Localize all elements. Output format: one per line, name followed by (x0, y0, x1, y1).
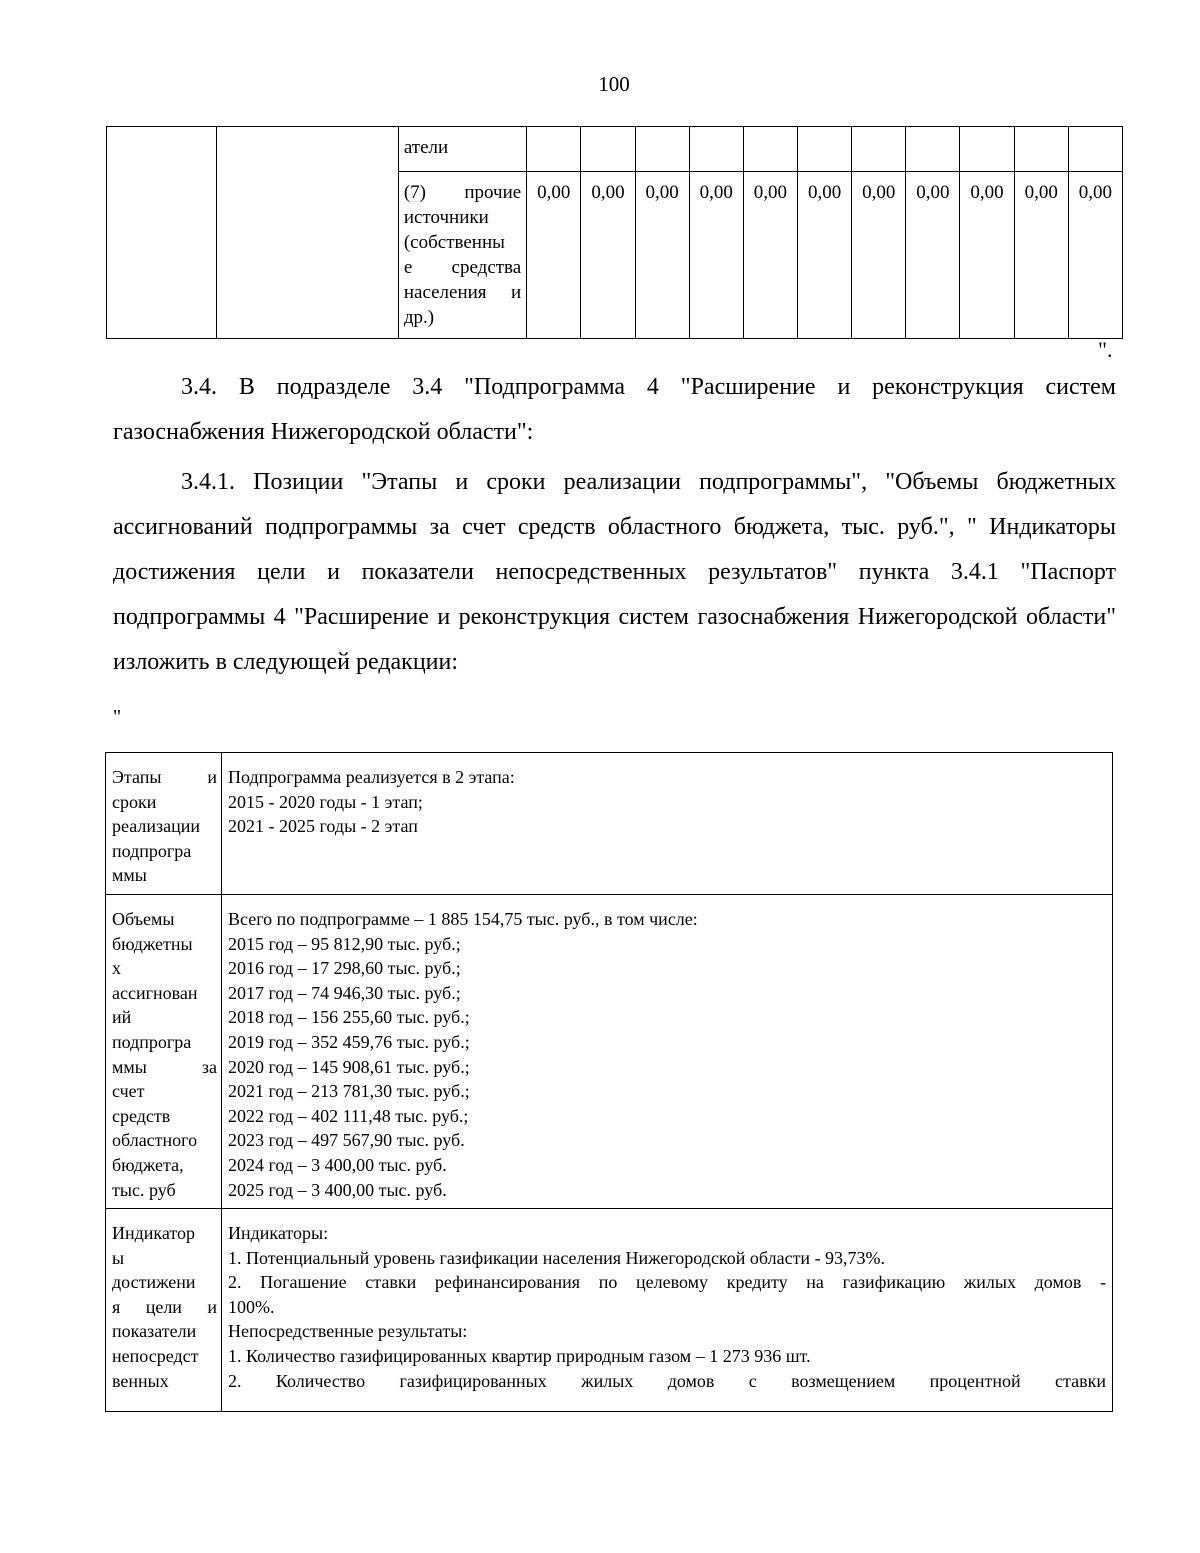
indicators-content-cell (222, 1209, 1113, 1412)
source-label-line: источники (403, 207, 489, 228)
budget-content-cell (222, 894, 1113, 1208)
budget-year-line: 2021 год – 213 781,30 тыс. руб.; (228, 1081, 470, 1102)
results-heading: Непосредственные результаты: (228, 1321, 468, 1342)
table-cell-empty (798, 127, 852, 172)
label-line: средств (112, 1105, 171, 1126)
value-cell: 0,00 (906, 172, 960, 339)
stages-content-cell (222, 753, 1113, 895)
closing-quote: ". (1098, 337, 1113, 362)
paragraph-3-4-1: 3.4.1. Позиции "Этапы и сроки реализации подпрограммы", "Объемы бюджетных ассигнований подпрограммы за счет средств областного бюджета, тыс. руб.", " Индикаторы достижения цели и показатели непосредственных результатов" пункта 3.4.1 "Паспорт подпрограммы 4 "Расширение и реконструкция систем газоснабжения Нижегородской области" изложить в следующей редакции: (113, 469, 1116, 675)
budget-year-line: 2020 год – 145 908,61 тыс. руб.; (228, 1056, 470, 1077)
label-line: Этапы и (112, 767, 217, 787)
indicator-item: 2. Погашение ставки рефинансирования по целевому кредиту на газификацию жилых домов - (228, 1272, 1106, 1293)
table-cell-empty (906, 127, 960, 172)
table-cell-empty (1014, 127, 1068, 172)
indicators-label-cell (106, 1209, 222, 1412)
label-line: Объемы (112, 908, 175, 929)
label-line: подпрогра (112, 840, 192, 861)
budget-year-line: 2018 год – 156 255,60 тыс. руб.; (228, 1007, 470, 1028)
source-label-line: (собственны (403, 232, 505, 253)
opening-quote: " (113, 706, 122, 728)
label-line: ий (112, 1007, 132, 1028)
result-item: 2. Количество газифицированных жилых домов с возмещением процентной ставки (228, 1370, 1106, 1391)
table-cell-empty (852, 127, 906, 172)
budget-year-line: 2022 год – 402 111,48 тыс. руб.; (228, 1105, 469, 1126)
stages-label-cell (106, 753, 222, 895)
source-label-line: др.) (403, 307, 435, 328)
budget-year-line: 2019 год – 352 459,76 тыс. руб.; (228, 1031, 470, 1052)
value-cell: 0,00 (852, 172, 906, 339)
label-line: бюджетны (112, 933, 193, 954)
label-line: ассигнован (112, 982, 198, 1003)
budget-year-line: 2015 год – 95 812,90 тыс. руб.; (228, 933, 461, 954)
table-row-budget (106, 894, 1113, 1208)
label-line: бюджета, (112, 1154, 184, 1175)
budget-year-line: 2023 год – 497 567,90 тыс. руб. (228, 1130, 465, 1151)
table-cell-empty (689, 127, 743, 172)
label-line: я цели и (112, 1296, 217, 1317)
subprogram-passport-table (105, 752, 1113, 1412)
label-line: ммы за (112, 1056, 217, 1077)
table-cell-empty (1068, 127, 1122, 172)
table-cell-empty (581, 127, 635, 172)
label-line: непосредст (112, 1346, 199, 1367)
source-label-line: населения и (403, 282, 522, 303)
value-cell: 0,00 (1068, 172, 1122, 339)
table-cell-empty (743, 127, 797, 172)
label-line: венных (112, 1370, 169, 1391)
source-label-cell (398, 172, 526, 339)
value-cell: 0,00 (743, 172, 797, 339)
source-label-text: атели (403, 137, 449, 158)
budget-year-line: 2024 год – 3 400,00 тыс. руб. (228, 1154, 447, 1175)
label-line: достижени (112, 1272, 196, 1293)
label-line: подпрогра (112, 1031, 192, 1052)
indicators-heading: Индикаторы: (228, 1223, 329, 1244)
label-line: сроки (112, 791, 157, 812)
budget-year-line: 2025 год – 3 400,00 тыс. руб. (228, 1179, 447, 1200)
content-line: 2015 - 2020 годы - 1 этап; (228, 791, 423, 812)
value-cell: 0,00 (689, 172, 743, 339)
source-label-line: (7) прочие (403, 182, 522, 203)
table-cell-empty (635, 127, 689, 172)
value-cell: 0,00 (1014, 172, 1068, 339)
budget-year-line: 2016 год – 17 298,60 тыс. руб.; (228, 958, 461, 979)
content-line: Подпрограмма реализуется в 2 этапа: (228, 767, 515, 787)
value-cell: 0,00 (635, 172, 689, 339)
budget-year-line: 2017 год – 74 946,30 тыс. руб.; (228, 982, 461, 1003)
label-line: реализации (112, 816, 200, 837)
content-line: 2021 - 2025 годы - 2 этап (228, 816, 418, 837)
table-cell-empty (960, 127, 1014, 172)
paragraph-3-4: 3.4. В подразделе 3.4 "Подпрограмма 4 "Расширение и реконструкция систем газоснабжения Нижегородской области": (113, 374, 1116, 445)
indicator-item-continuation: 100%. (228, 1296, 275, 1317)
table-cell-empty (217, 127, 399, 339)
value-cell: 0,00 (581, 172, 635, 339)
value-cell: 0,00 (798, 172, 852, 339)
source-label-cell (398, 127, 526, 172)
indicator-item: 1. Потенциальный уровень газификации населения Нижегородской области - 93,73%. (228, 1247, 886, 1268)
label-line: ы (112, 1247, 125, 1268)
label-line: ммы (112, 865, 147, 886)
budget-label-cell (106, 894, 222, 1208)
label-line: тыс. руб (112, 1179, 176, 1200)
table-row-indicators (106, 1209, 1113, 1412)
value-cell: 0,00 (527, 172, 581, 339)
value-cell: 0,00 (960, 172, 1014, 339)
label-line: счет (112, 1081, 145, 1102)
source-label-line: е средства (403, 257, 522, 278)
page-number: 100 (598, 72, 630, 96)
label-line: показатели (112, 1321, 197, 1342)
label-line: Индикатор (112, 1223, 196, 1244)
result-item: 1. Количество газифицированных квартир природным газом – 1 273 936 шт. (228, 1346, 811, 1367)
label-line: областного (112, 1130, 198, 1151)
table-row (107, 127, 1123, 172)
budget-total-line: Всего по подпрограмме – 1 885 154,75 тыс. руб., в том числе: (228, 908, 698, 929)
funding-table-fragment (106, 126, 1123, 339)
table-cell-empty (527, 127, 581, 172)
table-row-stages (106, 753, 1113, 895)
table-cell-empty (107, 127, 217, 339)
label-line: х (112, 958, 121, 979)
